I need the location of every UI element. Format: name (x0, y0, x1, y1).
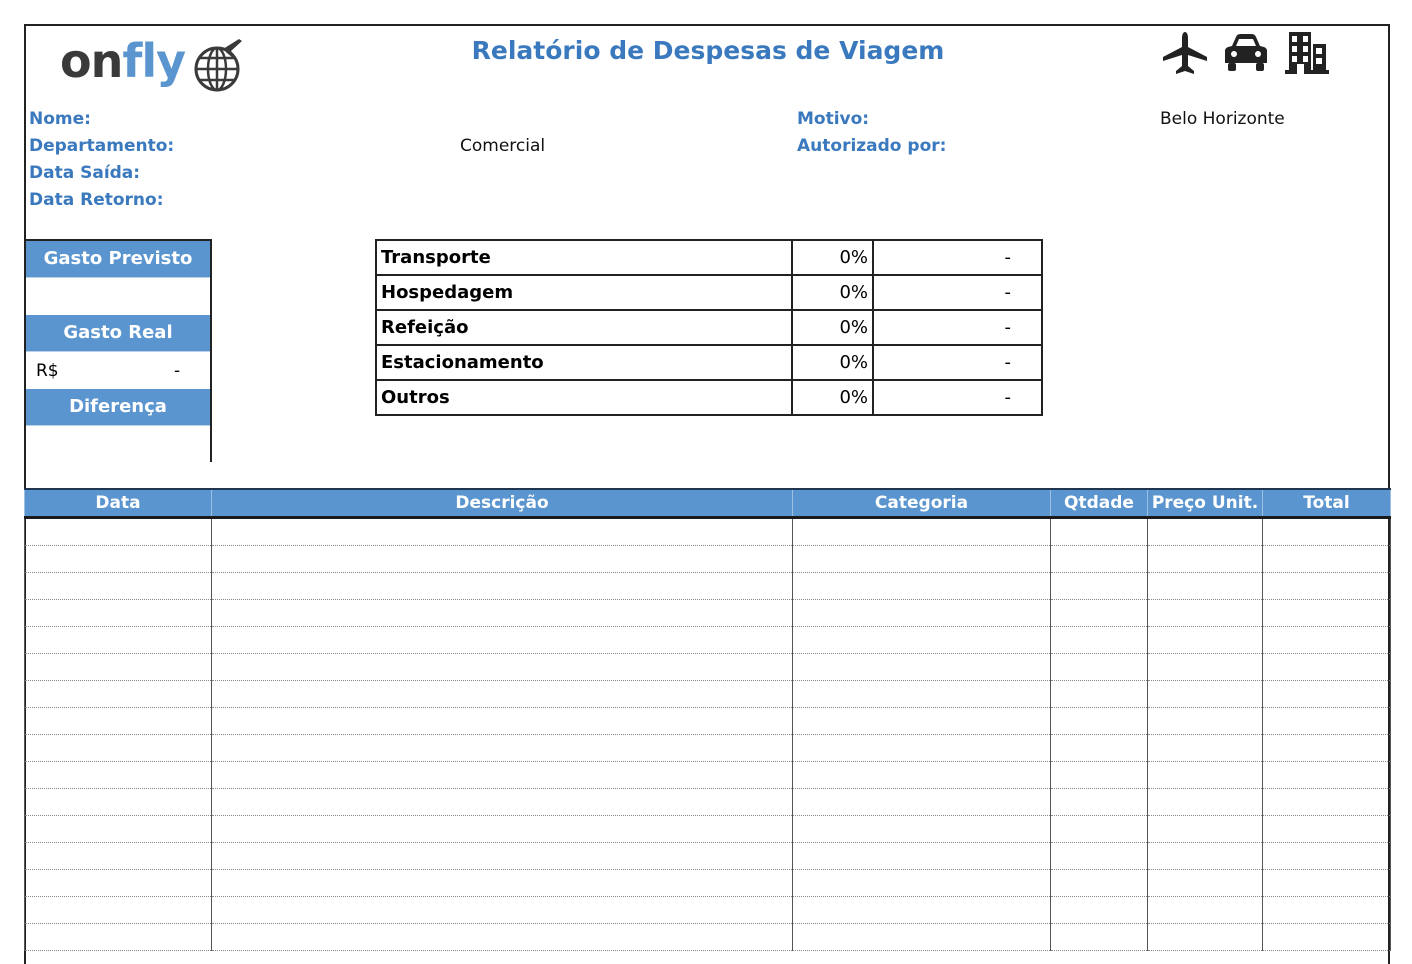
table-cell[interactable] (25, 735, 212, 762)
table-row (25, 789, 1391, 816)
table-cell[interactable] (1263, 654, 1391, 681)
table-cell[interactable] (25, 573, 212, 600)
globe-airplane-icon (193, 37, 245, 93)
category-row (376, 240, 1042, 275)
column-header-categoria: Categoria (793, 489, 1051, 518)
table-cell[interactable] (1263, 816, 1391, 843)
table-cell[interactable] (1051, 762, 1148, 789)
table-row (25, 816, 1391, 843)
category-breakdown-table (375, 239, 1043, 416)
table-row (25, 600, 1391, 627)
motivo-label: Motivo: (797, 109, 870, 129)
category-amount: - (873, 240, 1042, 275)
category-amount: - (873, 310, 1042, 345)
nome-label: Nome: (29, 109, 91, 129)
table-cell[interactable] (25, 518, 212, 546)
table-cell[interactable] (212, 518, 793, 546)
table-row (25, 518, 1391, 546)
table-cell[interactable] (212, 600, 793, 627)
gasto-real-amount: - (174, 361, 181, 381)
table-cell[interactable] (1263, 573, 1391, 600)
table-cell[interactable] (793, 546, 1051, 573)
table-cell[interactable] (1051, 843, 1148, 870)
table-cell[interactable] (793, 816, 1051, 843)
table-cell[interactable] (1148, 789, 1263, 816)
table-cell[interactable] (1263, 518, 1391, 546)
table-row (25, 897, 1391, 924)
table-cell[interactable] (1263, 600, 1391, 627)
table-cell[interactable] (212, 627, 793, 654)
table-cell[interactable] (793, 600, 1051, 627)
category-percent: 0% (792, 380, 873, 415)
table-row (25, 654, 1391, 681)
table-cell[interactable] (793, 573, 1051, 600)
table-cell[interactable] (1263, 843, 1391, 870)
table-cell[interactable] (1051, 573, 1148, 600)
table-cell[interactable] (793, 762, 1051, 789)
column-header-qtdade: Qtdade (1051, 489, 1148, 518)
column-header-descricao: Descrição (212, 489, 793, 518)
diferenca-header: Diferença (26, 389, 210, 426)
gasto-previsto-value[interactable] (26, 278, 210, 315)
departamento-label: Departamento: (29, 136, 175, 156)
table-cell[interactable] (1051, 870, 1148, 897)
table-row (25, 870, 1391, 897)
table-cell[interactable] (1263, 546, 1391, 573)
autorizado-label: Autorizado por: (797, 136, 947, 156)
motivo-value[interactable]: Belo Horizonte (1160, 109, 1285, 129)
category-row (376, 345, 1042, 380)
table-row (25, 681, 1391, 708)
table-cell[interactable] (1263, 924, 1391, 951)
data-retorno-label: Data Retorno: (29, 190, 164, 210)
gasto-previsto-header: Gasto Previsto (26, 241, 210, 278)
table-cell[interactable] (25, 762, 212, 789)
category-name: Refeição (376, 310, 792, 345)
column-header-preco-unit: Preço Unit. (1148, 489, 1263, 518)
table-cell[interactable] (25, 708, 212, 735)
table-cell[interactable] (25, 870, 212, 897)
table-cell[interactable] (212, 843, 793, 870)
table-cell[interactable] (1051, 897, 1148, 924)
table-cell[interactable] (212, 897, 793, 924)
car-icon (1223, 30, 1269, 76)
table-cell[interactable] (793, 789, 1051, 816)
category-amount: - (873, 275, 1042, 310)
table-cell[interactable] (212, 546, 793, 573)
table-row (25, 708, 1391, 735)
table-cell[interactable] (1148, 681, 1263, 708)
category-row (376, 275, 1042, 310)
expense-table (24, 488, 1391, 951)
table-cell[interactable] (212, 573, 793, 600)
table-cell[interactable] (1148, 870, 1263, 897)
table-row (25, 573, 1391, 600)
category-name: Transporte (376, 240, 792, 275)
table-cell[interactable] (212, 924, 793, 951)
table-cell[interactable] (1148, 708, 1263, 735)
table-cell[interactable] (1263, 681, 1391, 708)
table-cell[interactable] (1263, 870, 1391, 897)
table-cell[interactable] (1051, 627, 1148, 654)
table-cell[interactable] (1148, 843, 1263, 870)
table-cell[interactable] (25, 546, 212, 573)
onfly-logo: onfly (60, 34, 186, 88)
table-row (25, 546, 1391, 573)
expense-header-row (25, 489, 1391, 518)
table-cell[interactable] (793, 681, 1051, 708)
table-cell[interactable] (1051, 681, 1148, 708)
gasto-real-value[interactable] (26, 352, 210, 389)
table-cell[interactable] (212, 708, 793, 735)
currency-symbol: R$ (36, 361, 59, 381)
gasto-real-header: Gasto Real (26, 315, 210, 352)
table-cell[interactable] (1051, 735, 1148, 762)
table-cell[interactable] (25, 843, 212, 870)
table-cell[interactable] (1051, 518, 1148, 546)
table-cell[interactable] (25, 789, 212, 816)
table-cell[interactable] (1263, 735, 1391, 762)
table-cell[interactable] (212, 816, 793, 843)
table-cell[interactable] (212, 735, 793, 762)
category-amount: - (873, 345, 1042, 380)
category-percent: 0% (792, 310, 873, 345)
table-cell[interactable] (793, 654, 1051, 681)
table-cell[interactable] (1148, 573, 1263, 600)
table-cell[interactable] (1148, 654, 1263, 681)
table-cell[interactable] (1148, 816, 1263, 843)
table-cell[interactable] (793, 924, 1051, 951)
table-cell[interactable] (25, 924, 212, 951)
table-cell[interactable] (212, 681, 793, 708)
category-name: Estacionamento (376, 345, 792, 380)
page-title: Relatório de Despesas de Viagem (471, 36, 945, 65)
table-cell[interactable] (1263, 762, 1391, 789)
table-cell[interactable] (212, 654, 793, 681)
table-cell[interactable] (793, 627, 1051, 654)
table-cell[interactable] (1148, 762, 1263, 789)
table-row (25, 924, 1391, 951)
table-cell[interactable] (1263, 708, 1391, 735)
header-icons (1160, 30, 1340, 76)
table-cell[interactable] (25, 600, 212, 627)
table-cell[interactable] (1263, 627, 1391, 654)
table-cell[interactable] (1148, 924, 1263, 951)
table-cell[interactable] (793, 843, 1051, 870)
table-cell[interactable] (1051, 924, 1148, 951)
table-row (25, 843, 1391, 870)
table-cell[interactable] (25, 816, 212, 843)
table-cell[interactable] (25, 681, 212, 708)
table-cell[interactable] (1148, 735, 1263, 762)
table-cell[interactable] (1051, 816, 1148, 843)
expense-rows (25, 518, 1391, 951)
building-icon (1282, 30, 1332, 76)
departamento-value[interactable]: Comercial (460, 136, 546, 156)
table-cell[interactable] (25, 897, 212, 924)
table-cell[interactable] (1148, 627, 1263, 654)
table-cell[interactable] (1263, 789, 1391, 816)
table-row (25, 735, 1391, 762)
column-header-data: Data (25, 489, 212, 518)
table-cell[interactable] (1148, 518, 1263, 546)
airplane-icon (1160, 30, 1210, 76)
category-row (376, 380, 1042, 415)
data-saida-label: Data Saída: (29, 163, 141, 183)
category-percent: 0% (792, 345, 873, 380)
category-name: Outros (376, 380, 792, 415)
table-cell[interactable] (1148, 546, 1263, 573)
category-row (376, 310, 1042, 345)
table-cell[interactable] (1051, 708, 1148, 735)
table-cell[interactable] (212, 789, 793, 816)
table-cell[interactable] (1148, 600, 1263, 627)
category-percent: 0% (792, 240, 873, 275)
table-cell[interactable] (793, 518, 1051, 546)
table-cell[interactable] (212, 870, 793, 897)
table-cell[interactable] (1051, 546, 1148, 573)
summary-box (24, 239, 212, 462)
table-cell[interactable] (25, 654, 212, 681)
table-cell[interactable] (793, 708, 1051, 735)
table-cell[interactable] (1148, 897, 1263, 924)
table-cell[interactable] (1051, 789, 1148, 816)
table-cell[interactable] (1263, 897, 1391, 924)
category-amount: - (873, 380, 1042, 415)
diferenca-value[interactable] (26, 426, 210, 463)
table-cell[interactable] (793, 870, 1051, 897)
table-cell[interactable] (25, 627, 212, 654)
category-name: Hospedagem (376, 275, 792, 310)
table-cell[interactable] (1051, 654, 1148, 681)
category-percent: 0% (792, 275, 873, 310)
column-header-total: Total (1263, 489, 1391, 518)
table-cell[interactable] (793, 735, 1051, 762)
table-row (25, 762, 1391, 789)
table-cell[interactable] (1051, 600, 1148, 627)
table-cell[interactable] (793, 897, 1051, 924)
table-cell[interactable] (212, 762, 793, 789)
table-row (25, 627, 1391, 654)
